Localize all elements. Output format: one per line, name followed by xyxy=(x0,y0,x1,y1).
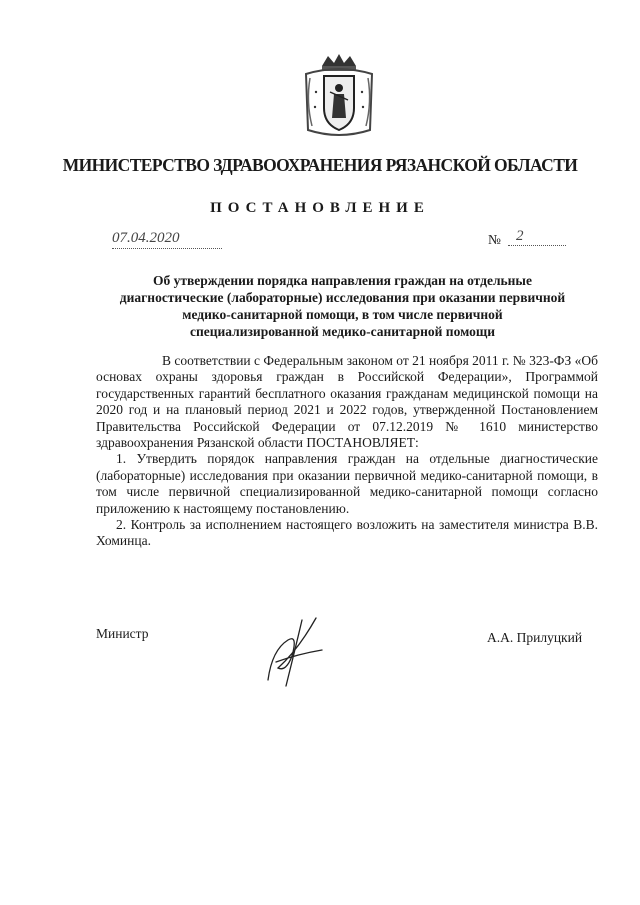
document-title xyxy=(90,272,595,340)
document-date: 07.04.2020 xyxy=(112,230,222,249)
title-line: специализированной медико-санитарной помощи xyxy=(189,324,496,339)
title-line: диагностические (лабораторные) исследования при оказании первичной xyxy=(119,290,566,305)
preamble-paragraph: В соответствии с Федеральным законом от 21 ноября 2011 г. № 323-ФЗ «Об основах охраны здоровья граждан в Российской Федерации», Программой государственных гарантий бесплатного оказания гражданам медицинской помощи на 2020 год и на плановый период 2021 и 2022 годов, утвержденной Постановлением Правительства Российской Федерации от 07.12.2019 № 1610 министерство здравоохранения Рязанской области ПОСТАНОВЛЯЕТ: xyxy=(96,353,598,451)
coat-of-arms-emblem xyxy=(300,52,378,142)
title-line: медико-санитарной помощи, в том числе первичной xyxy=(182,307,503,322)
document-body xyxy=(96,353,598,550)
signatory-name: А.А. Прилуцкий xyxy=(487,630,583,645)
document-number: 2 xyxy=(508,228,566,246)
handwritten-signature xyxy=(258,610,328,690)
title-line: Об утверждении порядка направления граждан на отдельные xyxy=(153,273,532,288)
number-label: № xyxy=(488,232,501,247)
document-type: ПОСТАНОВЛЕНИЕ xyxy=(210,200,430,216)
ministry-name: МИНИСТЕРСТВО ЗДРАВООХРАНЕНИЯ РЯЗАНСКОЙ ОБЛАСТИ xyxy=(62,155,578,175)
resolution-item-1: 1. Утвердить порядок направления граждан на отдельные диагностические (лабораторные) исследования при оказании первичной медико-санитарной помощи, в том числе первичной специализированной медико-санитарной помощи согласно приложению к настоящему постановлению. xyxy=(96,451,598,516)
signatory-role: Министр xyxy=(96,626,149,641)
resolution-item-2: 2. Контроль за исполнением настоящего возложить на заместителя министра В.В. Хоминца. xyxy=(96,517,598,549)
